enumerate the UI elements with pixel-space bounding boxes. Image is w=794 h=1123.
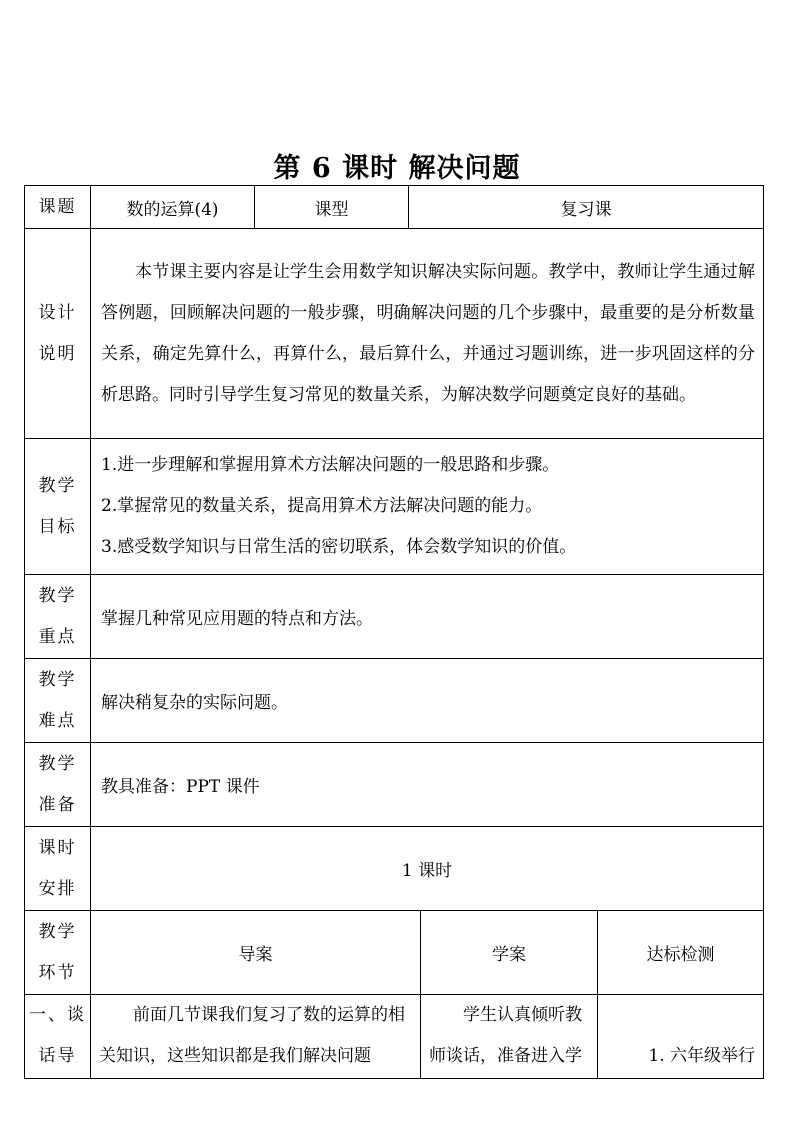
topic-label: 课题: [25, 186, 91, 229]
difficulties-text: 解决稍复杂的实际问题。: [91, 659, 764, 743]
type-value: 复习课: [409, 186, 764, 229]
schedule-text: 1 课时: [91, 827, 764, 911]
topic-value: 数的运算(4): [91, 186, 255, 229]
section1-check: 1. 六年级举行: [648, 1046, 756, 1066]
preparation-row: [25, 743, 764, 827]
sections-header-row: [25, 911, 764, 995]
goals-label: 教学 目标: [25, 439, 91, 575]
preparation-text: 教具准备：PPT 课件: [91, 743, 764, 827]
design-text: 本节课主要内容是让学生会用数学知识解决实际问题。教学中，教师让学生通过解答例题，回顾解决问题的一般步骤，明确解决问题的几个步骤中，最重要的是分析数量关系，确定先算什么，再算什么，最后算什么，并通过习题训练，进一步巩固这样的分析思路。同时引导学生复习常见的数量关系，为解决数学问题奠定良好的基础。: [101, 261, 756, 405]
section1-row: [25, 995, 764, 1079]
goals-row: [25, 439, 764, 575]
design-label: [25, 229, 91, 439]
preparation-label: 教学 准备: [25, 743, 91, 827]
goal-item: 2.掌握常见的数量关系，提高用算术方法解决问题的能力。: [101, 496, 543, 516]
schedule-label: 课时 安排: [25, 827, 91, 911]
section1-study: 学生认真倾听教师谈话，准备进入学: [429, 1005, 582, 1066]
difficulties-row: [25, 659, 764, 743]
study-header: 学案: [421, 911, 598, 995]
guide-header: 导案: [91, 911, 421, 995]
section1-check-cell: [598, 995, 764, 1079]
section1-label: 一、谈 话导: [25, 995, 91, 1079]
section1-guide-cell: [91, 995, 421, 1079]
sections-label: 教学 环节: [25, 911, 91, 995]
header-row: [25, 186, 764, 229]
goal-item: 1.进一步理解和掌握用算术方法解决问题的一般思路和步骤。: [101, 455, 560, 475]
section1-guide: 前面几节课我们复习了数的运算的相关知识，这些知识都是我们解决问题: [99, 1005, 405, 1066]
design-label-line2: 说明: [38, 343, 77, 364]
design-text-cell: [91, 229, 764, 439]
schedule-row: [25, 827, 764, 911]
goals-list: [91, 439, 764, 575]
design-label-line1: 设计: [38, 302, 77, 323]
type-label: 课型: [255, 186, 409, 229]
difficulties-label: 教学 难点: [25, 659, 91, 743]
section1-study-cell: [421, 995, 598, 1079]
goal-item: 3.感受数学知识与日常生活的密切联系，体会数学知识的价值。: [101, 537, 577, 557]
key-points-row: [25, 575, 764, 659]
page-title: 第 6 课时 解决问题: [273, 153, 521, 184]
key-points-label: 教学 重点: [25, 575, 91, 659]
design-row: [25, 229, 764, 439]
lesson-plan-table: [24, 185, 764, 1079]
key-points-text: 掌握几种常见应用题的特点和方法。: [91, 575, 764, 659]
check-header: 达标检测: [598, 911, 764, 995]
